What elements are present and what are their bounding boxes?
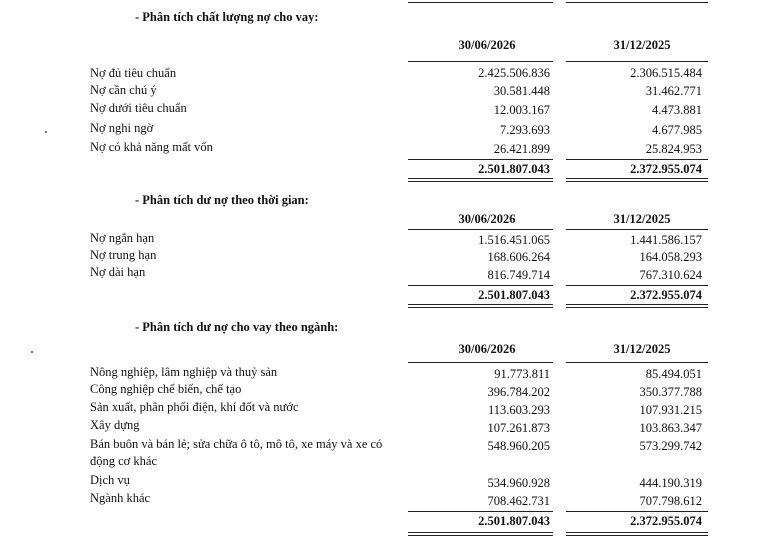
row-label: Nợ trung hạn: [90, 248, 157, 262]
row-label: Ngành khác: [90, 491, 151, 505]
scan-speck: [45, 131, 47, 133]
subtotal-rule-col2: [566, 511, 708, 512]
total-value-2025: 2.372.955.074: [630, 162, 702, 176]
total-double-rule-col2: [566, 304, 708, 308]
row-value-2025: 31.462.771: [645, 84, 702, 98]
column-header-2026: 30/06/2026: [458, 342, 516, 356]
row-value-2026: 30.581.448: [493, 84, 550, 98]
row-value-2025: 107.931.215: [639, 403, 702, 417]
header-rule-col1: [408, 229, 553, 230]
column-header-2025: 31/12/2025: [613, 212, 671, 226]
row-value-2026: 534.960.928: [487, 476, 550, 490]
row-value-2026: 548.960.205: [487, 439, 550, 453]
subtotal-rule-col1: [408, 511, 553, 512]
section-title-loan-term: - Phân tích dư nợ theo thời gian:: [135, 193, 309, 207]
total-value-2026: 2.501.807.043: [478, 162, 550, 176]
row-label: Nông nghiệp, lâm nghiệp và thuỷ sản: [90, 365, 278, 379]
row-value-2025: 707.798.612: [639, 494, 702, 508]
subtotal-rule-col2: [566, 159, 708, 160]
total-double-rule-col2: [566, 178, 708, 182]
row-label: Dịch vụ: [90, 473, 130, 487]
row-value-2026: 107.261.873: [487, 421, 550, 435]
row-value-2026: 1.516.451.065: [478, 233, 550, 247]
header-rule-col1: [408, 61, 553, 62]
header-rule-col2: [566, 229, 708, 230]
total-double-rule-col2: [566, 532, 708, 536]
row-value-2025: 444.190.319: [639, 476, 702, 490]
row-value-2026: 2.425.506.836: [478, 66, 550, 80]
row-label: Nợ nghi ngờ: [90, 121, 154, 135]
section-title-loan-quality: - Phân tích chất lượng nợ cho vay:: [135, 10, 319, 24]
row-value-2026: 708.462.731: [487, 494, 550, 508]
row-value-2025: 2.306.515.484: [630, 66, 702, 80]
row-value-2025: 103.863.347: [639, 421, 702, 435]
row-label: Xây dựng: [90, 418, 140, 432]
row-value-2025: 164.058.293: [639, 250, 702, 264]
header-rule-col1: [408, 362, 553, 363]
row-label: Nợ cần chú ý: [90, 83, 157, 97]
top-rule-col2: [566, 2, 708, 3]
row-value-2025: 85.494.051: [645, 367, 702, 381]
row-value-2025: 4.473.881: [652, 103, 702, 117]
total-value-2025: 2.372.955.074: [630, 288, 702, 302]
row-value-2026: 168.606.264: [487, 250, 550, 264]
row-label: Nợ dưới tiêu chuẩn: [90, 101, 187, 115]
total-value-2025: 2.372.955.074: [630, 514, 702, 528]
row-label: Nợ dài hạn: [90, 265, 146, 279]
subtotal-rule-col2: [566, 285, 708, 286]
total-double-rule-col1: [408, 178, 553, 182]
top-rule-col1: [408, 2, 553, 3]
row-value-2026: 816.749.714: [487, 268, 550, 282]
section-title-loan-by-industry: - Phân tích dư nợ cho vay theo ngành:: [135, 320, 339, 334]
column-header-2025: 31/12/2025: [613, 38, 671, 52]
column-header-2026: 30/06/2026: [458, 38, 516, 52]
column-header-2025: 31/12/2025: [613, 342, 671, 356]
row-label: Nợ đủ tiêu chuẩn: [90, 66, 177, 80]
subtotal-rule-col1: [408, 159, 553, 160]
row-value-2026: 91.773.811: [494, 367, 550, 381]
row-value-2026: 7.293.693: [500, 123, 550, 137]
row-value-2026: 26.421.899: [493, 142, 550, 156]
row-value-2025: 1.441.586.157: [630, 233, 702, 247]
total-double-rule-col1: [408, 304, 553, 308]
row-value-2025: 573.299.742: [639, 439, 702, 453]
row-value-2025: 25.824.953: [645, 142, 702, 156]
total-double-rule-col1: [408, 532, 553, 536]
total-value-2026: 2.501.807.043: [478, 514, 550, 528]
row-label: Nợ có khả năng mất vốn: [90, 140, 213, 154]
row-value-2025: 350.377.788: [639, 385, 702, 399]
row-label: Bán buôn và bán lẻ; sửa chữa ô tô, mô tô, xe máy và xe có động cơ khác: [90, 437, 383, 468]
column-header-2026: 30/06/2026: [458, 212, 516, 226]
scan-speck: [31, 351, 33, 353]
row-label: Sản xuất, phân phối điện, khí đốt và nước: [90, 400, 299, 414]
row-value-2025: 4.677.985: [652, 123, 702, 137]
subtotal-rule-col1: [408, 285, 553, 286]
row-value-2026: 396.784.202: [487, 385, 550, 399]
row-label: Nợ ngắn hạn: [90, 231, 155, 245]
total-value-2026: 2.501.807.043: [478, 288, 550, 302]
header-rule-col2: [566, 61, 708, 62]
row-value-2025: 767.310.624: [639, 268, 702, 282]
header-rule-col2: [566, 362, 708, 363]
row-label: Công nghiệp chế biến, chế tạo: [90, 382, 242, 396]
row-value-2026: 12.003.167: [493, 103, 550, 117]
row-value-2026: 113.603.293: [487, 403, 550, 417]
